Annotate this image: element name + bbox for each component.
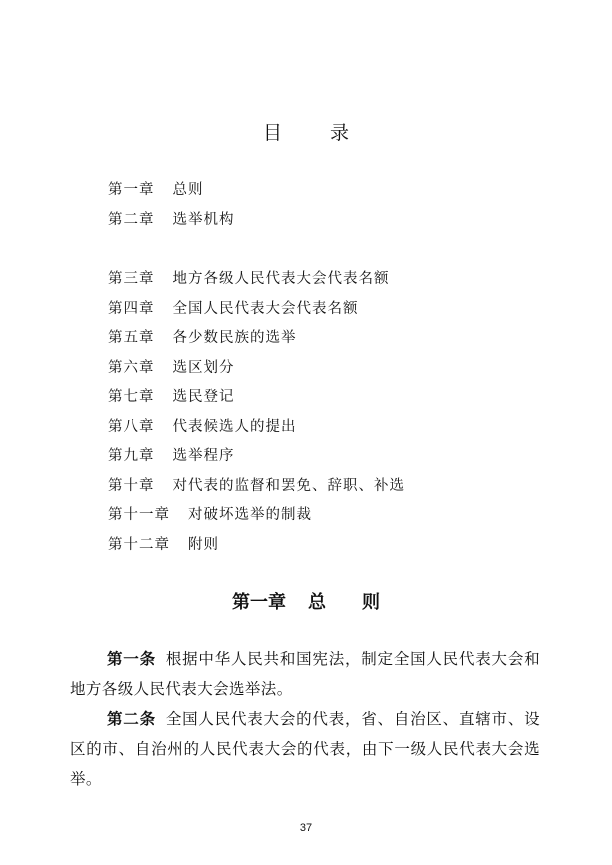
toc-title-char: 录: [330, 122, 350, 144]
toc-chapter-title: 地方各级人民代表大会代表名额: [172, 271, 390, 287]
article-label: 第二条: [107, 710, 156, 728]
toc-chapter-title: 全国人民代表大会代表名额: [172, 300, 359, 317]
toc-chapter-title: 总则: [172, 182, 204, 198]
toc-chapter-title: 附则: [188, 536, 219, 553]
toc-entry: [108, 176, 405, 206]
toc-chapter-number: 第五章: [108, 330, 155, 346]
article-text: 全国人民代表大会的代表，省、自治区、直辖市、设区的市、自治州的人民代表大会的代表，由下一级人民代表大会选举。: [70, 710, 541, 788]
toc-chapter-number: 第六章: [108, 359, 155, 376]
article-text: 根据中华人民共和国宪法，制定全国人民代表大会和地方各级人民代表大会选举法。: [70, 650, 541, 698]
toc-chapter-number: 第八章: [108, 418, 155, 435]
toc-entry: [108, 472, 405, 502]
toc-chapter-number: 第十章: [108, 477, 155, 494]
toc-entry: [108, 354, 405, 384]
toc-chapter-title: 选举机构: [172, 211, 235, 228]
toc-chapter-title: 对破坏选举的制裁: [188, 507, 312, 523]
toc-chapter-number: 第十一章: [108, 507, 170, 523]
article-paragraph: [70, 704, 540, 794]
toc-entry: [108, 531, 405, 561]
toc-entry: [108, 295, 405, 325]
toc-chapter-title: 代表候选人的提出: [172, 418, 297, 435]
toc-entry: [108, 501, 405, 531]
toc-spacer: [108, 235, 405, 265]
article-paragraph: [70, 644, 540, 704]
toc-chapter-number: 第七章: [108, 389, 155, 405]
toc-chapter-title: 选举程序: [172, 448, 235, 464]
table-of-contents: [108, 176, 405, 560]
toc-entry: [108, 265, 405, 295]
toc-chapter-number: 第二章: [108, 211, 155, 228]
article-label: 第一条: [107, 650, 156, 668]
toc-chapter-number: 第一章: [108, 182, 155, 198]
chapter-title-char: 总: [308, 592, 326, 613]
toc-chapter-number: 第四章: [108, 300, 155, 317]
toc-chapter-title: 选区划分: [172, 359, 235, 376]
toc-chapter-title: 各少数民族的选举: [172, 330, 297, 346]
chapter-title-char: 则: [362, 592, 380, 613]
toc-chapter-number: 第九章: [108, 448, 155, 464]
toc-entry: [108, 413, 405, 443]
toc-chapter-number: 第三章: [108, 271, 155, 287]
toc-title: [0, 118, 612, 145]
toc-entry: [108, 383, 405, 413]
toc-title-char: 目: [262, 122, 282, 144]
toc-chapter-number: 第十二章: [108, 536, 170, 553]
toc-chapter-title: 对代表的监督和罢免、辞职、补选: [172, 477, 405, 494]
toc-entry: [108, 442, 405, 472]
chapter-heading: [0, 588, 612, 614]
page-number: 37: [299, 822, 313, 834]
toc-chapter-title: 选民登记: [172, 389, 235, 405]
chapter-number: 第一章: [232, 592, 286, 613]
toc-entry: [108, 206, 405, 236]
toc-entry: [108, 324, 405, 354]
chapter-body: [70, 644, 540, 794]
